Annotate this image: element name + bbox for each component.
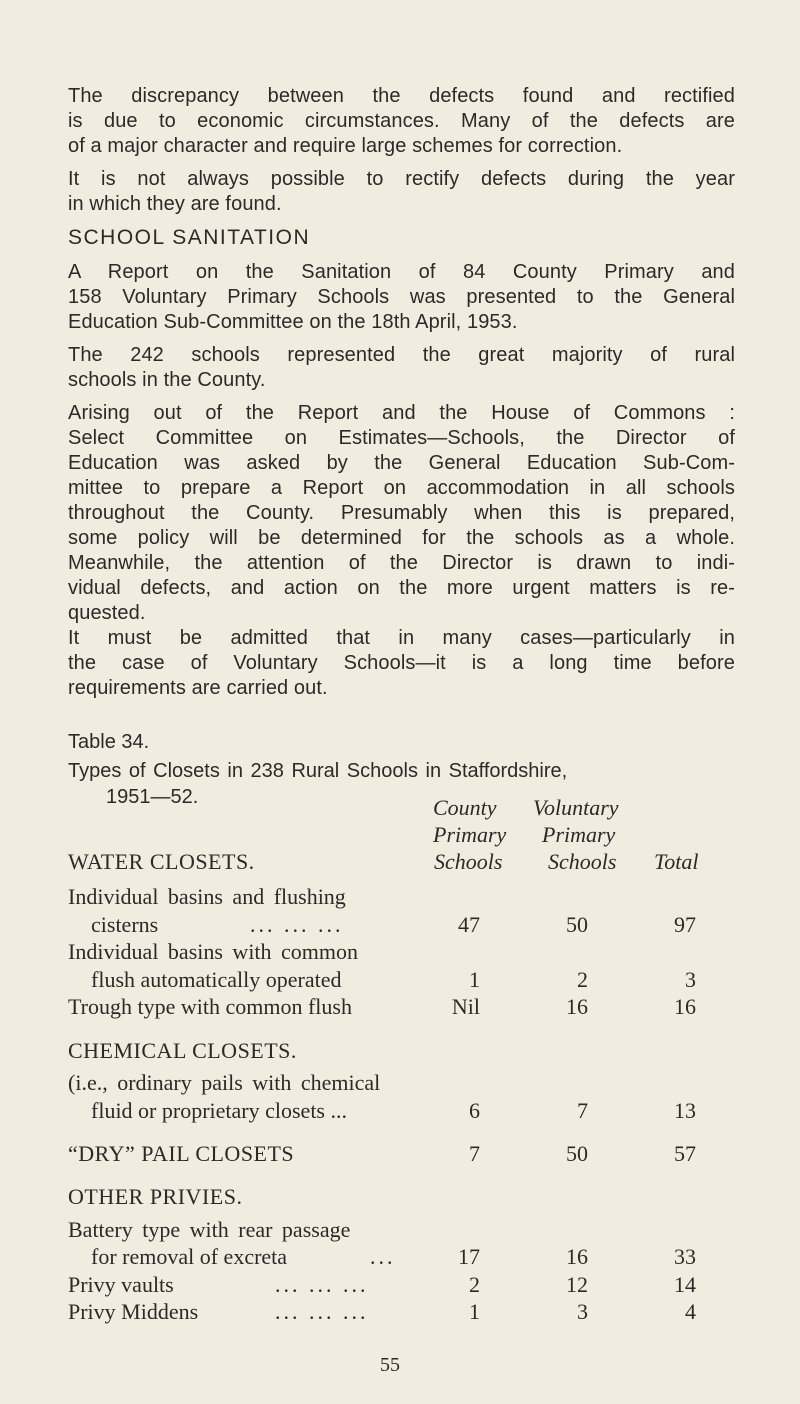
cell-county-primary: 2 [469, 1272, 480, 1297]
row-label: Trough type with common flush [68, 994, 352, 1019]
paragraph-line: in which they are found. [68, 193, 282, 215]
cell-voluntary-primary: 2 [577, 967, 588, 992]
cell-total: 97 [674, 912, 696, 937]
row-label-continued: for removal of excreta [91, 1244, 288, 1269]
cell-total: 3 [685, 967, 696, 992]
paragraph-line: The 242 schools represented the great majority of rural [68, 344, 735, 366]
leader-dots: ... ... ... [250, 912, 344, 937]
col-county-header-3: Schools [434, 849, 503, 874]
paragraph-line: It is not always possible to rectify defects during the year [68, 168, 735, 190]
cell-total: 13 [674, 1098, 696, 1123]
paragraph-line: 158 Voluntary Primary Schools was presented to the General [68, 286, 735, 308]
paragraph-line: Arising out of the Report and the House of Commons : [68, 402, 735, 424]
section-heading: SCHOOL SANITATION [68, 226, 311, 249]
row-label-continued: fluid or proprietary closets ... [91, 1098, 347, 1123]
table-label: Table 34. [68, 731, 150, 753]
paragraph-line: vidual defects, and action on the more urgent matters is re- [68, 577, 735, 599]
cell-total: 4 [685, 1299, 696, 1324]
cell-county-primary: 1 [469, 1299, 480, 1324]
paragraph-line: A Report on the Sanitation of 84 County Primary and [68, 261, 735, 283]
section-dry-pail-closets: “DRY” PAIL CLOSETS [68, 1141, 295, 1166]
cell-total: 33 [674, 1244, 696, 1269]
cell-total: 57 [674, 1141, 696, 1166]
section-chemical-closets: CHEMICAL CLOSETS. [68, 1038, 297, 1063]
row-label: Individual basins and flushing [68, 884, 346, 909]
paragraph-line: The discrepancy between the defects found and rectified [68, 85, 735, 107]
paragraph-line: some policy will be determined for the schools as a whole. [68, 527, 735, 549]
paragraph-line: requirements are carried out. [68, 677, 328, 699]
paragraph-line: throughout the County. Presumably when this is prepared, [68, 502, 735, 524]
cell-voluntary-primary: 50 [566, 912, 588, 937]
cell-county-primary: 47 [458, 912, 480, 937]
col-total-header: Total [654, 849, 699, 874]
cell-county-primary: Nil [451, 994, 480, 1019]
paragraph-line: the case of Voluntary Schools—it is a long time before [68, 652, 735, 674]
leader-dots: ... ... ... [275, 1299, 369, 1324]
row-label: Individual basins with common [68, 939, 359, 964]
cell-county-primary: 6 [469, 1098, 480, 1123]
cell-voluntary-primary: 12 [566, 1272, 588, 1297]
col-voluntary-header-2: Primary [542, 822, 616, 847]
cell-voluntary-primary: 50 [566, 1141, 588, 1166]
cell-total: 16 [674, 994, 696, 1019]
col-county-header-1: County [433, 795, 497, 820]
cell-county-primary: 7 [469, 1141, 480, 1166]
cell-voluntary-primary: 7 [577, 1098, 588, 1123]
leader-dots: ... ... ... [275, 1272, 369, 1297]
cell-voluntary-primary: 3 [577, 1299, 588, 1324]
row-label: Battery type with rear passage [68, 1217, 351, 1242]
col-voluntary-header-3: Schools [548, 849, 617, 874]
leader-dots: ... [370, 1244, 396, 1269]
row-label: Privy Middens [68, 1299, 199, 1324]
paragraph-line: of a major character and require large schemes for correction. [68, 135, 623, 157]
row-label-continued: flush automatically operated [91, 967, 342, 992]
page-number: 55 [380, 1354, 400, 1376]
section-other-privies: OTHER PRIVIES. [68, 1184, 243, 1209]
paragraph-line: Education was asked by the General Education Sub-Com- [68, 452, 735, 474]
paragraph-line: schools in the County. [68, 369, 266, 391]
paragraph-line: is due to economic circumstances. Many of the defects are [68, 110, 735, 132]
paragraph-line: Meanwhile, the attention of the Director is drawn to indi- [68, 552, 735, 574]
paragraph-line: quested. [68, 602, 146, 624]
cell-county-primary: 17 [458, 1244, 480, 1269]
paragraph-line: mittee to prepare a Report on accommodation in all schools [68, 477, 735, 499]
table-title: Types of Closets in 238 Rural Schools in Staffordshire, [68, 760, 568, 782]
row-label: (i.e., ordinary pails with chemical [68, 1070, 381, 1095]
col-county-header-2: Primary [433, 822, 507, 847]
paragraph-line: Education Sub-Committee on the 18th April, 1953. [68, 311, 518, 333]
section-water-closets: WATER CLOSETS. [68, 849, 255, 874]
cell-total: 14 [674, 1272, 696, 1297]
paragraph-line: It must be admitted that in many cases—particularly in [68, 627, 735, 649]
col-voluntary-header-1: Voluntary [533, 795, 619, 820]
cell-voluntary-primary: 16 [566, 1244, 588, 1269]
row-label-continued: cisterns [91, 912, 159, 937]
cell-voluntary-primary: 16 [566, 994, 588, 1019]
cell-county-primary: 1 [469, 967, 480, 992]
paragraph-line: Select Committee on Estimates—Schools, the Director of [68, 427, 735, 449]
table-years: 1951—52. [106, 786, 199, 808]
row-label: Privy vaults [68, 1272, 174, 1297]
